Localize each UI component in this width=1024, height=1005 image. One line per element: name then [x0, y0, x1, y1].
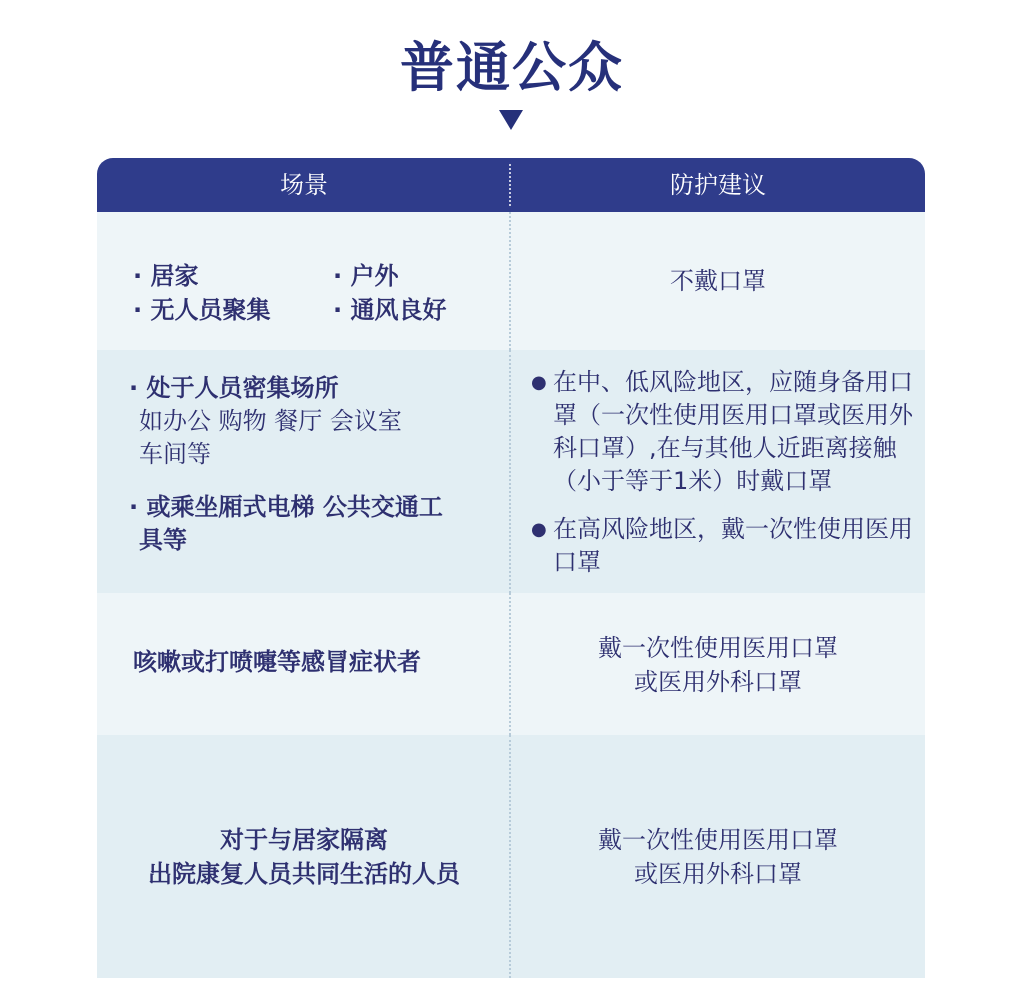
- advice-bullet-item: [531, 513, 925, 579]
- scenario-text: 咳嗽或打喷嚏等感冒症状者: [133, 648, 421, 676]
- triangle-down-icon: [499, 110, 523, 130]
- table-row: [97, 593, 925, 735]
- column-divider: [509, 350, 511, 593]
- column-divider: [509, 735, 511, 978]
- header-scenario: 场景: [280, 171, 328, 199]
- advice-text: 在高风险地区，戴一次性使用医用口罩: [553, 515, 913, 576]
- table-row: [97, 212, 925, 350]
- advice-cell: [511, 212, 925, 350]
- scenario-line: 车间等: [139, 440, 211, 468]
- dot-bullet-icon: ●: [531, 372, 547, 393]
- advice-text: 在中、低风险地区，应随身备用口罩（一次性使用医用口罩或医用外科口罩）,在与其他人近距离接触（小于等于1米）时戴口罩: [553, 368, 913, 495]
- scenario-cell: [97, 350, 511, 593]
- header-advice: 防护建议: [670, 171, 766, 199]
- advice-cell: [511, 350, 925, 593]
- scenario-cell: [97, 593, 511, 735]
- protection-table: [97, 158, 925, 978]
- advice-line: 戴一次性使用医用口罩: [598, 634, 838, 662]
- scenario-item: · 户外: [333, 262, 399, 290]
- scenario-cell: [97, 212, 511, 350]
- advice-cell: [511, 735, 925, 978]
- scenario-item: · 通风良好: [333, 296, 447, 324]
- column-divider: [509, 593, 511, 735]
- page-title: 普通公众: [400, 36, 624, 99]
- advice-line: 戴一次性使用医用口罩: [598, 826, 838, 854]
- table-header: [97, 158, 925, 212]
- scenario-line: 如办公 购物 餐厅 会议室: [139, 407, 402, 435]
- scenario-line: 对于与居家隔离: [220, 826, 388, 854]
- table-row: [97, 735, 925, 978]
- scenario-line: 出院康复人员共同生活的人员: [148, 860, 460, 888]
- advice-bullet-item: [531, 366, 925, 498]
- table-row: [97, 350, 925, 593]
- scenario-item: · 居家: [133, 262, 199, 290]
- advice-line: 或医用外科口罩: [634, 860, 802, 888]
- header-divider: [509, 164, 511, 206]
- advice-line: 或医用外科口罩: [634, 668, 802, 696]
- scenario-title: · 或乘坐厢式电梯 公共交通工: [129, 493, 443, 521]
- scenario-line: 具等: [139, 526, 187, 554]
- scenario-item: · 无人员聚集: [133, 296, 271, 324]
- dot-bullet-icon: ●: [531, 519, 547, 540]
- advice-text: 不戴口罩: [670, 266, 766, 295]
- advice-cell: [511, 593, 925, 735]
- column-divider: [509, 212, 511, 350]
- scenario-title: · 处于人员密集场所: [129, 374, 339, 402]
- scenario-cell: [97, 735, 511, 978]
